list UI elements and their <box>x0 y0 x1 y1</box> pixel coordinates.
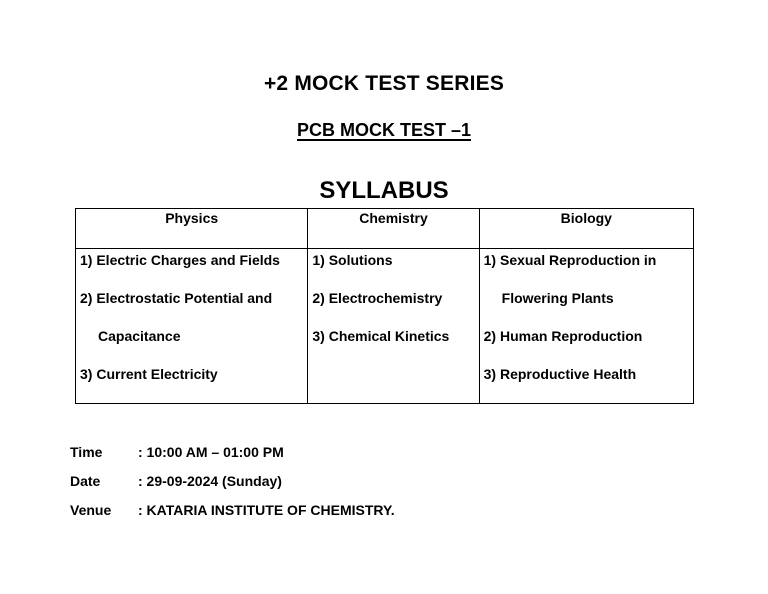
test-title: PCB MOCK TEST –1 <box>296 120 472 140</box>
table-row <box>76 249 694 404</box>
biology-topic-2: 2) Human Reproduction <box>483 328 643 344</box>
biology-topic-1: 1) Sexual Reproduction in <box>483 252 657 268</box>
venue-label: Venue <box>70 502 112 518</box>
date-label: Date <box>70 473 101 489</box>
biology-topics-cell <box>479 249 693 404</box>
biology-topic-3: 3) Reproductive Health <box>483 366 637 382</box>
time-row <box>70 444 284 460</box>
table-header-row <box>76 209 694 249</box>
column-header-biology: Biology <box>479 209 693 249</box>
time-value: : 10:00 AM – 01:00 PM <box>138 444 284 460</box>
series-title: +2 MOCK TEST SERIES <box>263 72 505 95</box>
physics-topic-3: 3) Current Electricity <box>80 366 218 382</box>
venue-value: : KATARIA INSTITUTE OF CHEMISTRY. <box>138 502 395 518</box>
chemistry-topic-1: 1) Solutions <box>312 252 393 268</box>
physics-topics-cell <box>76 249 308 404</box>
chemistry-topics-cell <box>308 249 479 404</box>
syllabus-title: SYLLABUS <box>319 177 449 204</box>
date-value: : 29-09-2024 (Sunday) <box>138 473 282 489</box>
column-header-physics: Physics <box>76 209 308 249</box>
venue-row <box>70 502 395 518</box>
date-row <box>70 473 282 489</box>
column-header-chemistry: Chemistry <box>308 209 479 249</box>
syllabus-table <box>75 208 694 404</box>
physics-topic-2-continued: Capacitance <box>98 328 181 344</box>
time-label: Time <box>70 444 103 460</box>
biology-topic-1-continued: Flowering Plants <box>501 290 614 306</box>
physics-topic-2: 2) Electrostatic Potential and <box>80 290 273 306</box>
physics-topic-1: 1) Electric Charges and Fields <box>80 252 280 268</box>
chemistry-topic-3: 3) Chemical Kinetics <box>312 328 450 344</box>
chemistry-topic-2: 2) Electrochemistry <box>312 290 443 306</box>
